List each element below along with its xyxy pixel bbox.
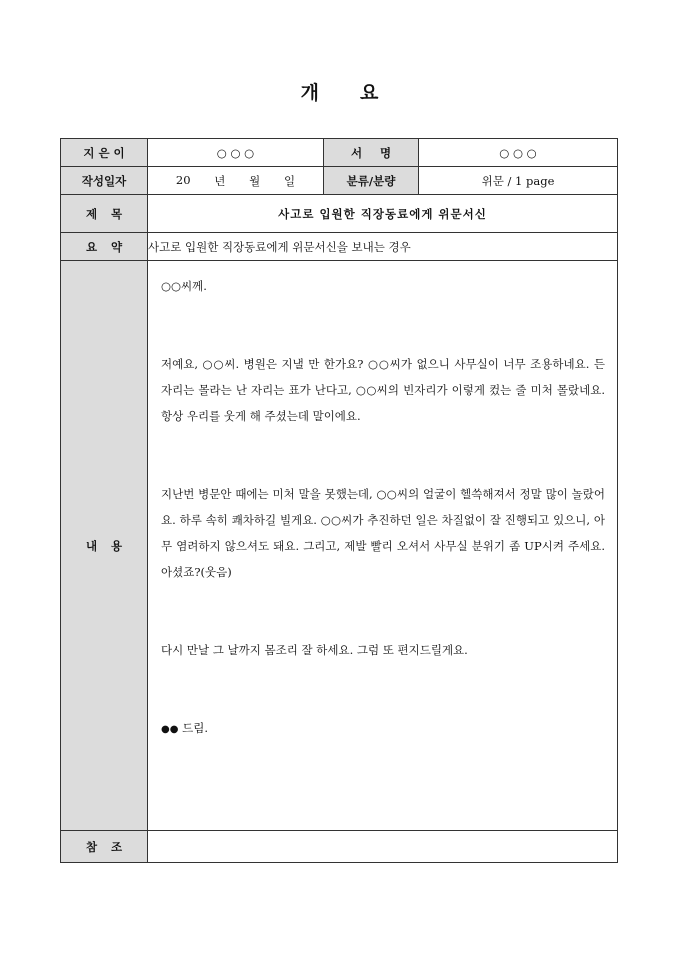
content-label (61, 261, 148, 831)
content-label-a: 내 (85, 538, 98, 553)
title-char-2: 요 (360, 82, 380, 104)
date-value (148, 167, 324, 195)
summary-label (61, 233, 148, 261)
date-year-unit: 년 (214, 173, 226, 188)
document-title (0, 78, 680, 105)
subject-label-a: 제 (85, 206, 98, 221)
reference-label-b: 조 (110, 839, 123, 854)
row-content (61, 261, 618, 831)
letter-paragraph-1: 저예요, ○○씨. 병원은 지낼 만 한가요? ○○씨가 없으니 사무실이 너무 조용하네요. 든 자리는 몰라는 난 자리는 표가 난다고, ○○씨의 빈자리가 이렇게 컸는 줄 미처 몰랐네요. 항상 우리를 웃게 해 주셨는데 말이에요. (161, 357, 605, 423)
row-summary (61, 233, 618, 261)
subject-label (61, 195, 148, 233)
summary-label-b: 약 (110, 239, 123, 254)
reference-label-a: 참 (85, 839, 98, 854)
subject-value: 사고로 입원한 직장동료에게 위문서신 (148, 195, 618, 233)
reference-value (148, 831, 618, 863)
reference-label (61, 831, 148, 863)
sign-mark: ●● (161, 724, 179, 735)
title-char-1: 개 (300, 82, 320, 104)
date-month-unit: 월 (249, 173, 261, 188)
signature-value: ○ ○ ○ (419, 139, 618, 167)
sender-label: 지 은 이 (61, 139, 148, 167)
date-year: 20 (175, 172, 191, 187)
summary-value: 사고로 입원한 직장동료에게 위문서신을 보내는 경우 (148, 233, 618, 261)
letter-signoff (161, 715, 605, 743)
letter-paragraph-2: 지난번 병문안 때에는 미처 말을 못했는데, ○○씨의 얼굴이 헬쓱해져서 정말 많이 놀랐어요. 하루 속히 쾌차하길 빌게요. ○○씨가 추진하던 일은 차질없이 잘 진행되고 있으니, 아무 염려하지 않으셔도 돼요. 그리고, 제발 빨리 오셔서 사무실 분위기 좀 UP시켜 주세요. 아셨죠?(웃음) (161, 487, 605, 579)
row-reference (61, 831, 618, 863)
letter-body (148, 261, 618, 831)
letter-paragraph-3: 다시 만날 그 날까지 몸조리 잘 하세요. 그럼 또 편지드릴게요. (161, 643, 468, 657)
date-label: 작성일자 (61, 167, 148, 195)
letter-greeting: ○○씨께. (161, 279, 207, 293)
date-day-unit: 일 (283, 173, 296, 188)
signature-label-b: 명 (379, 145, 392, 160)
signature-label-a: 서 (350, 145, 363, 160)
summary-form-table (60, 138, 618, 863)
category-value: 위문 / 1 page (419, 167, 618, 195)
sender-value: ○ ○ ○ (148, 139, 324, 167)
row-date (61, 167, 618, 195)
signature-label (324, 139, 419, 167)
row-subject (61, 195, 618, 233)
summary-label-a: 요 (85, 239, 98, 254)
subject-label-b: 목 (110, 206, 123, 221)
content-label-b: 용 (110, 538, 123, 553)
sign-text: 드림. (182, 721, 208, 735)
category-label: 분류/분량 (324, 167, 419, 195)
row-sender (61, 139, 618, 167)
